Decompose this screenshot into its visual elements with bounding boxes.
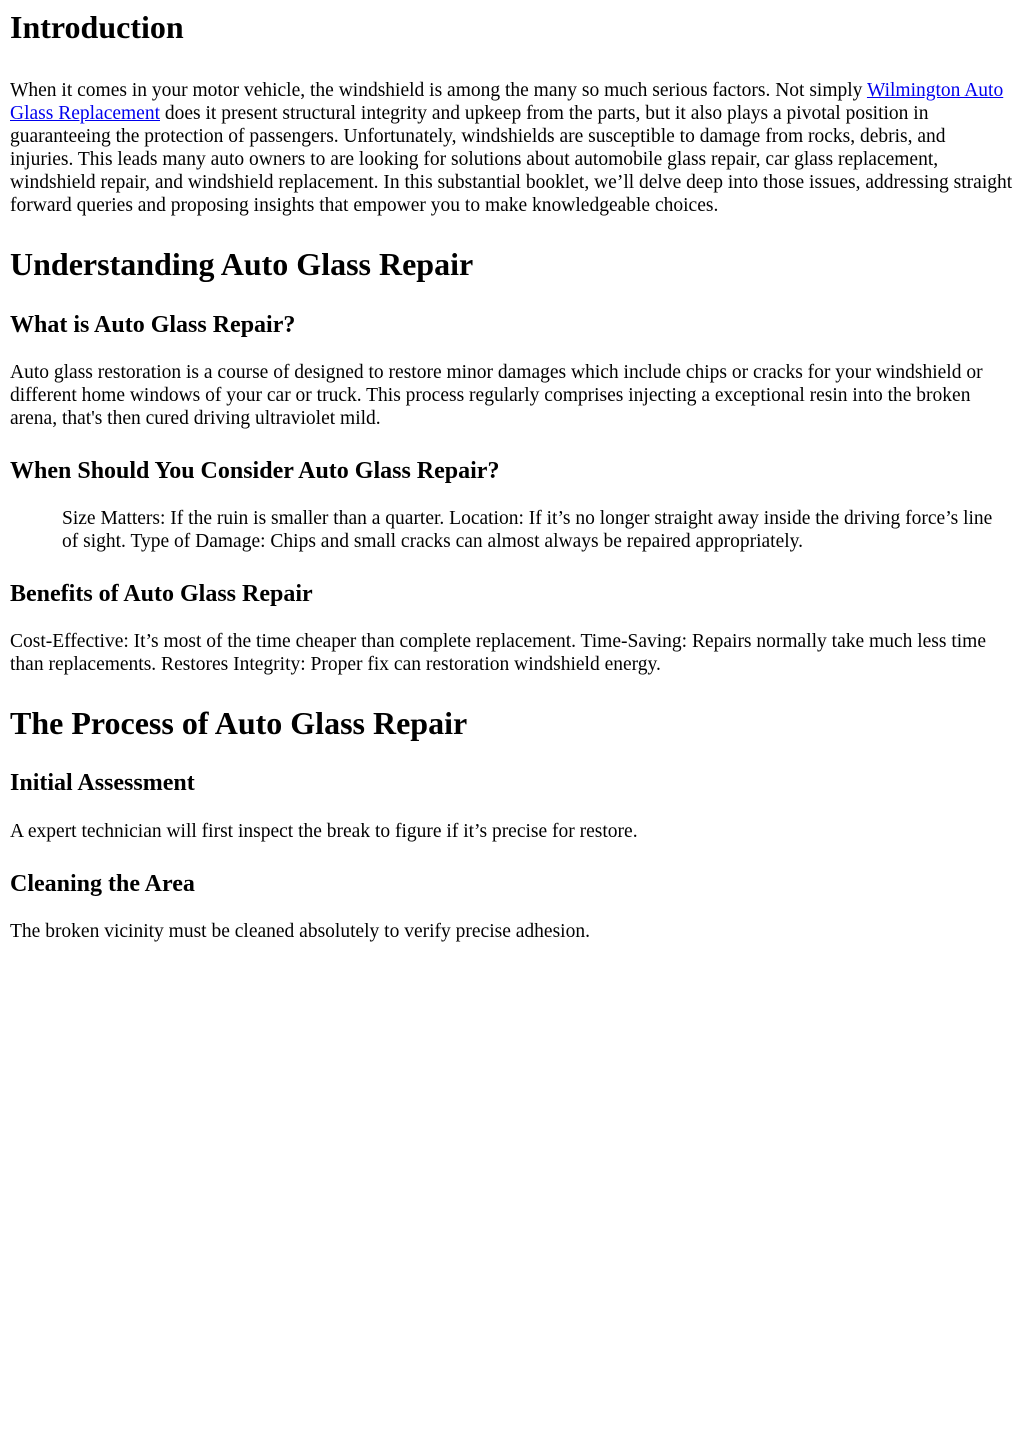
what-heading: What is Auto Glass Repair?	[10, 312, 296, 338]
when-blockquote: Size Matters: If the ruin is smaller than a quarter. Location: If it’s no longer straight away inside the driving force’s line of sight. Type of Damage: Chips and small cracks can almost always be repaired appropriately.	[62, 508, 993, 552]
assessment-paragraph: A expert technician will first inspect the break to figure if it’s precise for restore.	[10, 821, 638, 842]
understanding-heading: Understanding Auto Glass Repair	[10, 246, 474, 282]
assessment-heading: Initial Assessment	[10, 770, 195, 796]
intro-text-before-link: When it comes in your motor vehicle, the windshield is among the many so much serious factors. Not simply	[10, 80, 867, 101]
what-paragraph: Auto glass restoration is a course of designed to restore minor damages which include chips or cracks for your windshield or different home windows of your car or truck. This process regularly comprises injecting a exceptional resin into the broken arena, that's then cured driving ultraviolet mild.	[10, 362, 983, 429]
benefits-heading: Benefits of Auto Glass Repair	[10, 581, 313, 607]
cleaning-heading: Cleaning the Area	[10, 871, 195, 897]
article	[0, 9, 1024, 943]
when-heading: When Should You Consider Auto Glass Repair?	[10, 458, 500, 484]
cleaning-paragraph: The broken vicinity must be cleaned absolutely to verify precise adhesion.	[10, 921, 590, 942]
intro-paragraph	[10, 79, 1013, 217]
benefits-paragraph: Cost-Effective: It’s most of the time cheaper than complete replacement. Time-Saving: Repairs normally take much less time than replacements. Restores Integrity: Proper fix can restoration windshield energy.	[10, 631, 987, 675]
process-heading: The Process of Auto Glass Repair	[10, 705, 468, 741]
intro-text-after-link: does it present structural integrity and upkeep from the parts, but it also plays a pivotal position in guaranteeing the protection of passengers. Unfortunately, windshields are susceptible to damage from rocks, debris, and injuries. This leads many auto owners to are looking for solutions about automobile glass repair, car glass replacement, windshield repair, and windshield replacement. In this substantial booklet, we’ll delve deep into those issues, addressing straight forward queries and proposing insights that empower you to make knowledgeable choices.	[10, 103, 1013, 216]
wilmington-auto-glass-link[interactable]: Wilmington Auto Glass Replacement	[10, 80, 1004, 124]
intro-heading: Introduction	[10, 9, 184, 45]
